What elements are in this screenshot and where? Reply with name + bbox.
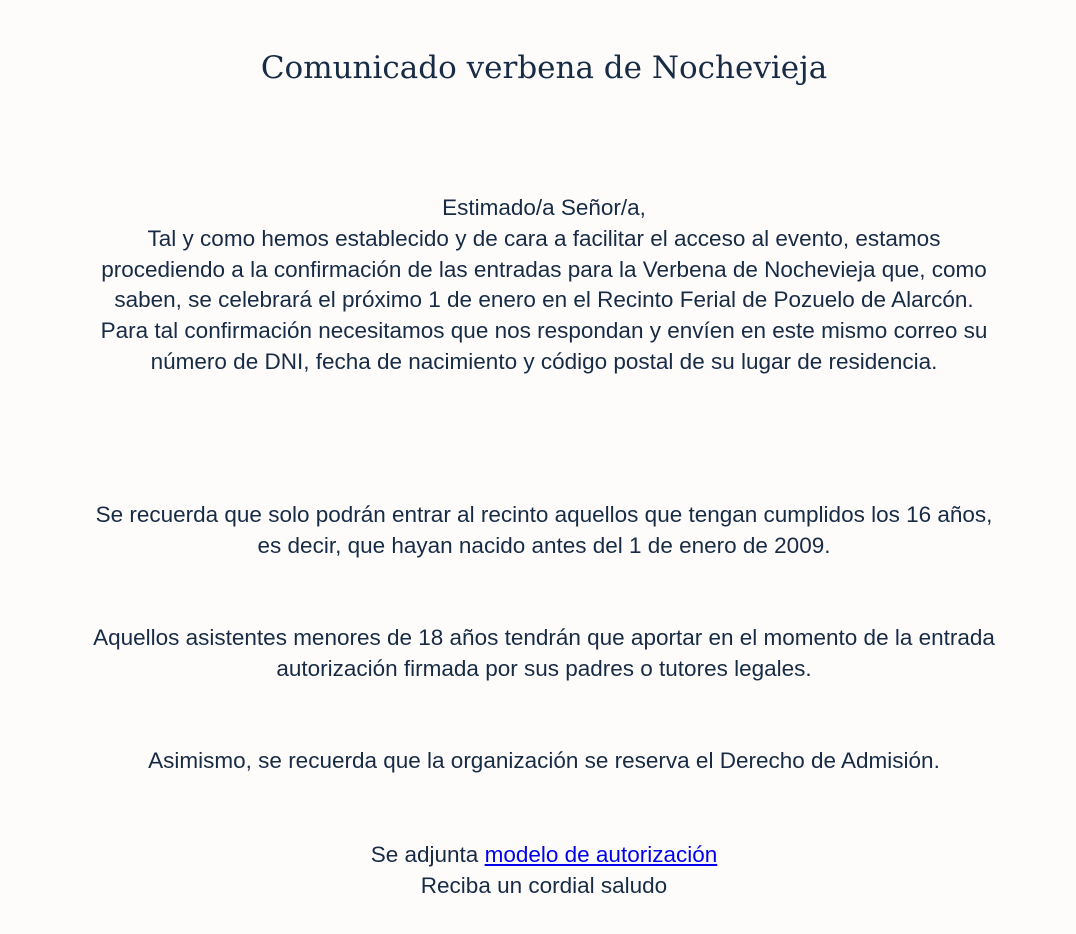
age-requirement-block <box>92 500 996 562</box>
sign-off: Reciba un cordial saludo <box>420 872 668 898</box>
confirmation-paragraph: Tal y como hemos establecido y de cara a facilitar el acceso al evento, estamos procediendo a la confirmación de las entradas para la Verbena de Nochevieja que, como saben, se celebrará el próximo 1 de enero en el Recinto Ferial de Pozuelo de Alarcón. <box>101 225 987 313</box>
authorization-model-link[interactable]: modelo de autorización <box>484 842 718 867</box>
closing-block <box>92 840 996 902</box>
minors-authorization-paragraph: Aquellos asistentes menores de 18 años tendrán que aportar en el momento de la entrada autorización firmada por sus padres o tutores legales. <box>93 625 995 681</box>
age-requirement-paragraph: Se recuerda que solo podrán entrar al recinto aquellos que tengan cumplidos los 16 años, es decir, que hayan nacido antes del 1 de enero de 2009. <box>95 502 993 558</box>
page-title: Comunicado verbena de Nochevieja <box>260 50 828 86</box>
greeting: Estimado/a Señor/a, <box>442 195 646 220</box>
admission-paragraph: Asimismo, se recuerda que la organización se reserva el Derecho de Admisión. <box>148 748 940 773</box>
admission-block <box>92 746 996 777</box>
attachment-prefix: Se adjunta <box>370 842 479 867</box>
request-paragraph: Para tal confirmación necesitamos que nos respondan y envíen en este mismo correo su número de DNI, fecha de nacimiento y código postal de su lugar de residencia. <box>100 318 988 374</box>
minors-authorization-block <box>92 623 996 685</box>
attachment-line <box>92 840 996 871</box>
intro-block <box>92 193 996 378</box>
